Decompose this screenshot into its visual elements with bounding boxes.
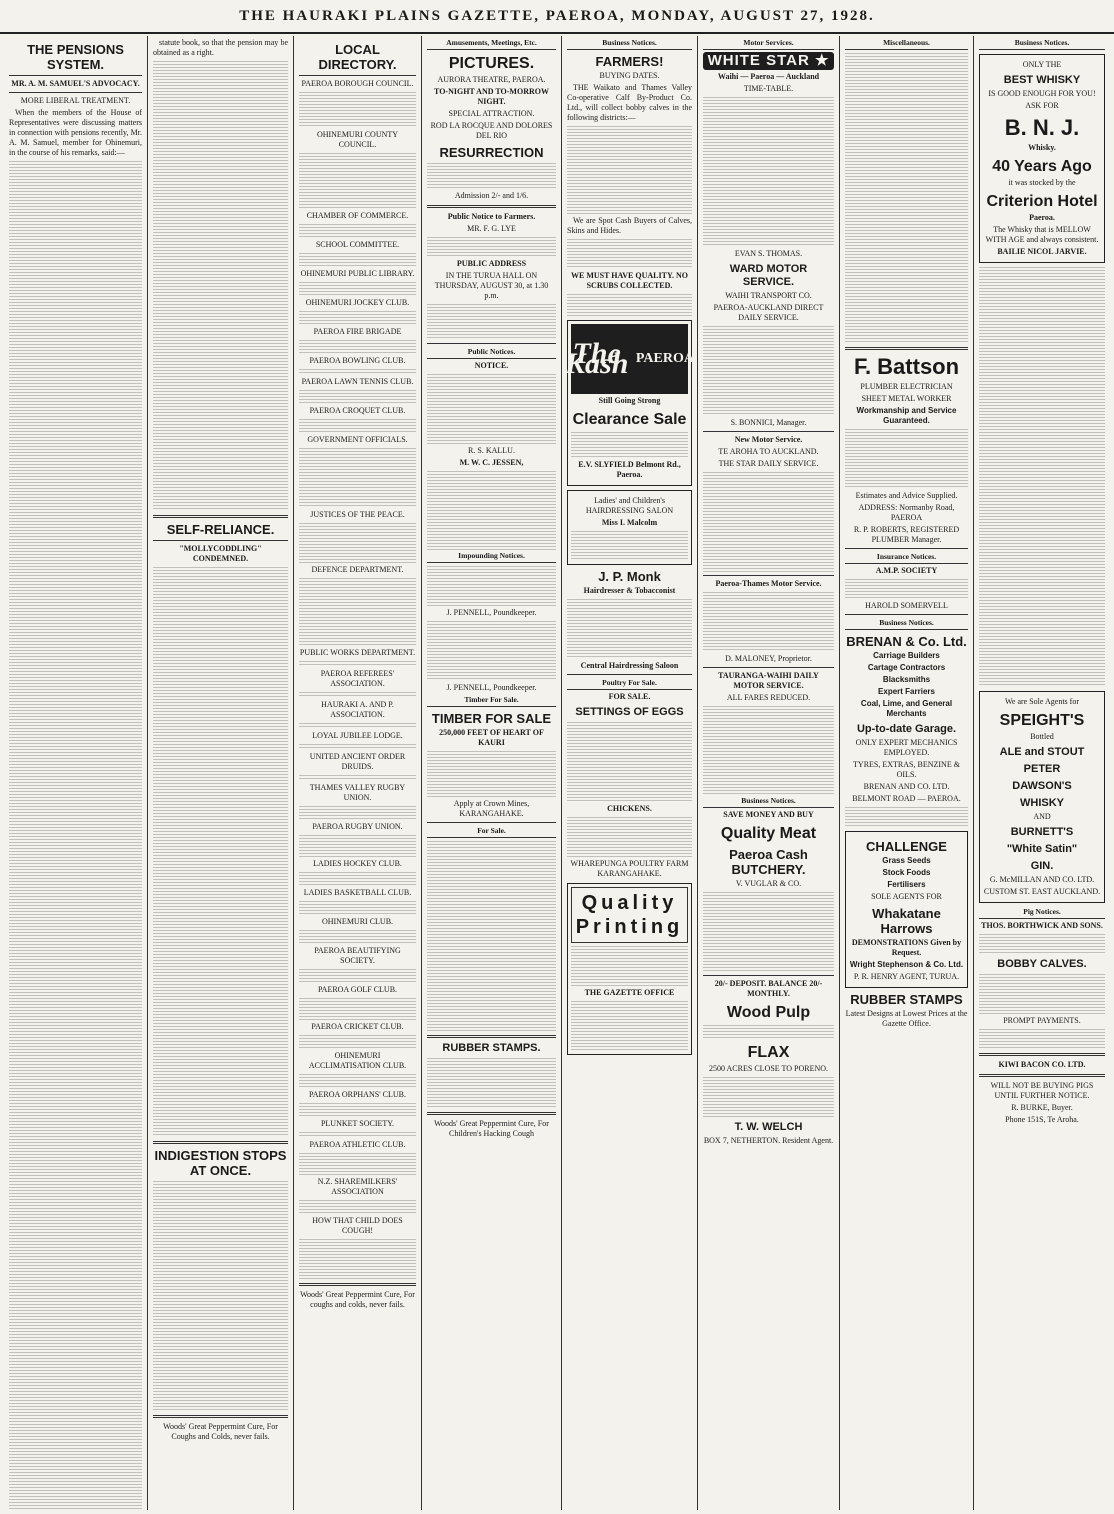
cartage: Cartage Contractors [867, 663, 946, 672]
farmers-heading: FARMERS! [595, 54, 664, 69]
admission-price: Admission 2/- and 1/6. [454, 191, 529, 200]
kauri-feet: 250,000 FEET OF HEART OF KAURI [439, 728, 544, 747]
dir-entry: PAEROA REFEREES' ASSOCIATION. [320, 669, 395, 688]
dir-entry: SCHOOL COMMITTEE. [315, 240, 400, 249]
bnj-advert [979, 54, 1105, 263]
timetable: TIME-TABLE. [743, 84, 794, 93]
still-going: Still Going Strong [598, 396, 661, 405]
special-attraction: SPECIAL ATTRACTION. [448, 109, 535, 118]
pictures-title: PICTURES. [448, 55, 535, 72]
somervell: HAROLD SOMERVELL [865, 601, 948, 610]
salon-title: Ladies' and Children's HAIRDRESSING SALON [585, 496, 674, 515]
dir-entry: OHINEMURI JOCKEY CLUB. [305, 298, 410, 307]
column-5 [562, 36, 698, 1510]
fares-reduced: ALL FARES REDUCED. [726, 693, 811, 702]
salon-advert [567, 490, 692, 565]
masthead: THE HAURAKI PLAINS GAZETTE, PAEROA, MONDAY, AUGUST 27, 1928. [0, 0, 1114, 34]
borthwick: THOS. BORTHWICK AND SONS. [981, 921, 1103, 930]
challenge: CHALLENGE [866, 839, 947, 854]
jessen-name: M. W. C. JESSEN, [459, 458, 524, 467]
dir-entry: N.Z. SHAREMILKERS' ASSOCIATION [317, 1177, 398, 1196]
te-aroha: TE AROHA TO AUCKLAND. [718, 447, 819, 456]
slyfield: E.V. SLYFIELD Belmont Rd., Paeroa. [578, 460, 681, 479]
speaker-name: MR. F. G. LYE [467, 224, 516, 233]
section-label: Public Notices. [427, 347, 556, 359]
dir-entry: JUSTICES OF THE PEACE. [310, 510, 405, 519]
bailie: BAILIE NICOL JARVIE. [997, 247, 1087, 256]
dir-entry: THAMES VALLEY RUGBY UNION. [309, 783, 406, 802]
column-3 [294, 36, 422, 1510]
whakatane: Whakatane Harrows [872, 906, 941, 936]
dir-entry: PAEROA BEAUTIFYING SOCIETY. [314, 946, 401, 965]
dir-entry: PAEROA CROQUET CLUB. [309, 406, 406, 415]
headline-self-reliance: SELF-RELIANCE. [166, 522, 275, 537]
chickens: CHICKENS. [607, 804, 652, 813]
section-label: Business Notices. [703, 796, 834, 808]
latest-designs: Latest Designs at Lowest Prices at the Gazette Office. [845, 1009, 968, 1028]
and: AND [1033, 812, 1051, 821]
new-motor: New Motor Service. [734, 435, 803, 444]
section-label: For Sale. [427, 826, 556, 838]
central-saloon: Central Hairdressing Saloon [580, 661, 679, 670]
subhead-liberal: MORE LIBERAL TREATMENT. [20, 96, 131, 105]
dir-entry: PUBLIC WORKS DEPARTMENT. [299, 648, 416, 657]
roberts: R. P. ROBERTS, REGISTERED PLUMBER Manager. [853, 525, 960, 544]
sole-agents: We are Sole Agents for [1005, 697, 1079, 706]
mechanics: ONLY EXPERT MECHANICS EMPLOYED. [855, 738, 958, 757]
dir-entry: LOYAL JUBILEE LODGE. [312, 731, 403, 740]
ask-for: ASK FOR [1025, 101, 1059, 110]
advert-peppermint: Woods' Great Peppermint Cure, For coughs and colds, never fails. [300, 1290, 415, 1309]
estimates: Estimates and Advice Supplied. [855, 491, 958, 500]
sole-agents: SOLE AGENTS FOR [871, 892, 942, 901]
brenan-name: BRENAN & Co. Ltd. [846, 634, 967, 649]
battson-address: ADDRESS: Normanby Road, PAEROA [858, 503, 955, 522]
flax: FLAX [747, 1044, 790, 1061]
headline-indigestion: INDIGESTION STOPS AT ONCE. [154, 1148, 287, 1178]
carriage: Carriage Builders [873, 651, 940, 660]
section-label: Pig Notices. [979, 907, 1105, 919]
notice-signature: R. S. KALLU. [468, 446, 515, 455]
article-continued: statute book, so that the pension may be obtained as a right. [153, 38, 288, 57]
column-7 [840, 36, 974, 1510]
forty-years: 40 Years Ago [992, 158, 1092, 175]
column-8 [974, 36, 1110, 1510]
save-money: SAVE MONEY AND BUY [723, 810, 814, 819]
address-venue: IN THE TURUA HALL ON THURSDAY, AUGUST 30, at 1.30 p.m. [434, 271, 549, 300]
dir-entry: PAEROA LAWN TENNIS CLUB. [301, 377, 414, 386]
spot-cash: We are Spot Cash Buyers of Calves, Skins and Hides. [567, 216, 692, 235]
star-daily: THE STAR DAILY SERVICE. [718, 459, 819, 468]
film-stars: ROD LA ROCQUE AND DOLORES DEL RIO [430, 121, 553, 140]
belmont: BELMONT ROAD — PAEROA. [852, 794, 961, 803]
cash-butchery: Paeroa Cash BUTCHERY. [729, 847, 808, 877]
workmanship: Workmanship and Service Guaranteed. [856, 406, 957, 425]
waikato-notice: THE Waikato and Thames Valley Co-operative Calf By-Product Co. Ltd., will collect bobby calves in the following districts:— [567, 83, 692, 122]
dir-entry: CHAMBER OF COMMERCE. [306, 211, 409, 220]
theatre-name: AURORA THEATRE, PAEROA. [437, 75, 546, 84]
plumber: PLUMBER ELECTRICIAN [860, 382, 953, 391]
amp-society: A.M.P. SOCIETY [875, 566, 938, 575]
section-label: Motor Services. [703, 38, 834, 50]
speights-advert [979, 691, 1105, 903]
dir-entry: PAEROA GOLF CLUB. [317, 985, 398, 994]
monk-name: J. P. Monk [598, 569, 661, 584]
dir-entry: UNITED ANCIENT ORDER DRUIDS. [309, 752, 406, 771]
white-star-banner: WHITE STAR ★ [703, 52, 834, 70]
whisky-label: Whisky. [1028, 143, 1056, 152]
dir-entry: HAURAKI A. AND P. ASSOCIATION. [321, 700, 394, 719]
quality-notice: WE MUST HAVE QUALITY. NO SCRUBS COLLECTED. [571, 271, 688, 290]
section-label: Amusements, Meetings, Etc. [427, 38, 556, 50]
local-directory-title: LOCAL DIRECTORY. [318, 42, 397, 72]
white-satin: "White Satin" [1006, 843, 1078, 855]
route: Waihi — Paeroa — Auckland [717, 72, 820, 81]
criterion-hotel: Criterion Hotel [986, 193, 1098, 210]
gin: GIN. [1030, 860, 1054, 872]
stock-foods: Stock Foods [882, 868, 931, 877]
dir-entry: PLUNKET SOCIETY. [320, 1119, 395, 1128]
dir-entry: PAEROA BOROUGH COUNCIL. [301, 79, 414, 88]
rubber-stamps: RUBBER STAMPS [850, 992, 963, 1007]
section-label: Business Notices. [979, 38, 1105, 50]
section-label: Insurance Notices. [845, 552, 968, 564]
section-label: Business Notices. [567, 38, 692, 50]
ale-stout: ALE and STOUT [999, 746, 1085, 758]
henry: P. R. HENRY AGENT, TURUA. [853, 972, 960, 981]
farriers: Expert Farriers [878, 687, 935, 696]
advert-peppermint: Woods' Great Peppermint Cure, For Coughs and Colds, never fails. [163, 1422, 278, 1441]
subhead-samuel: MR. A. M. SAMUEL'S ADVOCACY. [11, 79, 140, 88]
showing-dates: TO-NIGHT AND TO-MORROW NIGHT. [434, 87, 549, 106]
bnj: B. N. J. [1004, 115, 1080, 140]
netherton: BOX 7, NETHERTON. Resident Agent. [703, 1136, 834, 1145]
blacksmiths: Blacksmiths [882, 675, 931, 684]
quality-meat: Quality Meat [720, 825, 817, 842]
waihi-transport: WAIHI TRANSPORT CO. [725, 291, 812, 300]
coal: Coal, Lime, and General Merchants [860, 699, 953, 718]
tauranga-waihi: TAURANGA-WAIHI DAILY MOTOR SERVICE. [718, 671, 819, 690]
kiwi-bacon: KIWI BACON CO. LTD. [998, 1060, 1086, 1069]
section-label: Timber For Sale. [427, 695, 556, 707]
bonnici: S. BONNICI, Manager. [730, 418, 807, 427]
buying-dates: BUYING DATES. [599, 71, 660, 80]
dir-entry: DEFENCE DEPARTMENT. [311, 565, 404, 574]
star-icon: ★ [814, 52, 830, 69]
dir-entry: GOVERNMENT OFFICIALS. [307, 435, 408, 444]
rubber-stamps: RUBBER STAMPS. [442, 1042, 541, 1054]
dir-entry: OHINEMURI CLUB. [321, 917, 394, 926]
gazette-office: THE GAZETTE OFFICE [584, 988, 675, 997]
advert-peppermint: Woods' Great Peppermint Cure, For Children's Hacking Cough [434, 1119, 549, 1138]
film-title: RESURRECTION [439, 145, 544, 160]
printing-advert [567, 883, 692, 1055]
article-body-text [9, 161, 142, 1510]
tyres: TYRES, EXTRAS, BENZINE & OILS. [853, 760, 960, 779]
burnetts: BURNETT'S [1010, 826, 1074, 838]
custom-st: CUSTOM ST. EAST AUCKLAND. [983, 887, 1101, 896]
dir-entry: PAEROA BOWLING CLUB. [309, 356, 406, 365]
headline-pensions: THE PENSIONS SYSTEM. [27, 42, 124, 72]
column-2 [148, 36, 294, 1510]
section-label: Miscellaneous. [845, 38, 968, 50]
quality-printing: Quality Printing [571, 887, 688, 943]
speights: SPEIGHT'S [999, 712, 1085, 729]
dir-entry: LADIES BASKETBALL CLUB. [303, 888, 412, 897]
kash-banner: The Kash PAEROA [571, 324, 688, 394]
bobby-calves: BOBBY CALVES. [997, 958, 1087, 970]
dir-entry: OHINEMURI PUBLIC LIBRARY. [300, 269, 415, 278]
malcolm-name: Miss I. Malcolm [601, 518, 658, 527]
dir-entry: PAEROA RUGBY UNION. [312, 822, 403, 831]
dir-entry: PAEROA FIRE BRIGADE [313, 327, 402, 336]
garage: Up-to-date Garage. [856, 723, 956, 735]
dir-entry: PAEROA ORPHANS' CLUB. [309, 1090, 406, 1099]
vuglar: V. VUGLAR & CO. [735, 879, 802, 888]
notice-farmers-title: Public Notice to Farmers. [447, 212, 536, 221]
dir-entry: PAEROA ATHLETIC CLUB. [309, 1140, 406, 1149]
good-enough: IS GOOD ENOUGH FOR YOU! [988, 89, 1096, 98]
paeroa-thames: Paeroa-Thames Motor Service. [715, 579, 822, 588]
column-4 [422, 36, 562, 1510]
fertilisers: Fertilisers [887, 880, 926, 889]
for-sale: FOR SALE. [608, 692, 651, 701]
column-6 [698, 36, 840, 1510]
section-label: Poultry For Sale. [567, 678, 692, 690]
wood-pulp: Wood Pulp [726, 1004, 811, 1021]
deposit: 20/- DEPOSIT. BALANCE 20/- MONTHLY. [714, 979, 823, 998]
maloney: D. MALONEY, Proprietor. [725, 654, 812, 663]
monk-trade: Hairdresser & Tobacconist [583, 586, 676, 595]
article-intro: When the members of the House of Representatives were discussing matters in connection with pensions recently, Mr. A. M. Samuel, member for Ohinemuri, in the course of his remarks, said:— [9, 108, 142, 157]
grass-seeds: Grass Seeds [882, 856, 931, 865]
wharepunga: WHAREPUNGA POULTRY FARM KARANGAHAKE. [570, 859, 689, 878]
bottled: Bottled [1030, 732, 1054, 741]
pig-notice: WILL NOT BE BUYING PIGS UNTIL FURTHER NOTICE. [990, 1081, 1094, 1100]
mellow: The Whisky that is MELLOW WITH AGE and always consistent. [985, 225, 1099, 244]
article-body-text [153, 61, 288, 511]
settings-of-eggs: SETTINGS OF EGGS [575, 706, 684, 718]
evan-thomas: EVAN S. THOMAS. [734, 249, 803, 258]
notice-title: NOTICE. [474, 361, 509, 370]
stocked: it was stocked by the [1008, 178, 1076, 187]
dir-entry: LADIES HOCKEY CLUB. [313, 859, 402, 868]
demonstrations: DEMONSTRATIONS Given by Request. [851, 938, 962, 957]
acres: 2500 ACRES CLOSE TO PORENO. [708, 1064, 829, 1073]
dir-entry: PAEROA CRICKET CLUB. [311, 1022, 404, 1031]
brenan-ltd: BRENAN AND CO. LTD. [863, 782, 950, 791]
dir-entry: OHINEMURI ACCLIMATISATION CLUB. [308, 1051, 407, 1070]
clearance-sale: Clearance Sale [572, 411, 687, 428]
battson-name: F. Battson [853, 354, 960, 379]
challenge-advert [845, 831, 968, 988]
page-columns [4, 36, 1110, 1510]
dir-entry: OHINEMURI COUNTY COUNCIL. [316, 130, 399, 149]
best-whisky: BEST WHISKY [1003, 74, 1081, 86]
paeroa: Paeroa. [1029, 213, 1055, 222]
sheet-metal: SHEET METAL WORKER [861, 394, 952, 403]
dir-entry: HOW THAT CHILD DOES COUGH! [312, 1216, 403, 1235]
poundkeeper: J. PENNELL, Poundkeeper. [446, 608, 537, 617]
crown-mines: Apply at Crown Mines, KARANGAHAKE. [453, 799, 530, 818]
section-label: Business Notices. [845, 618, 968, 630]
mcmillan: G. McMILLAN AND CO. LTD. [989, 875, 1095, 884]
only-the: ONLY THE [1022, 60, 1062, 69]
phone: Phone 151S, Te Aroha. [1005, 1115, 1079, 1124]
section-label: Impounding Notices. [427, 551, 556, 563]
wright: Wright Stephenson & Co. Ltd. [849, 960, 964, 969]
peter: PETER [1023, 763, 1061, 775]
article-body-text [153, 567, 288, 1137]
poundkeeper: J. PENNELL, Poundkeeper. [446, 683, 537, 692]
subhead-mollycoddling: "MOLLYCODDLING" CONDEMNED. [179, 544, 262, 563]
whisky: WHISKY [1020, 797, 1064, 809]
timber-for-sale: TIMBER FOR SALE [431, 711, 552, 726]
dawsons: DAWSON'S [1012, 780, 1072, 792]
welch: T. W. WELCH [734, 1121, 803, 1133]
ward-motor: WARD MOTOR SERVICE. [729, 263, 808, 288]
public-address: PUBLIC ADDRESS [456, 259, 527, 268]
prompt-payments: PROMPT PAYMENTS. [1003, 1016, 1081, 1025]
article-body-text [153, 1181, 288, 1411]
direct-service: PAEROA-AUCKLAND DIRECT DAILY SERVICE. [713, 303, 824, 322]
column-1 [4, 36, 148, 1510]
kash-advert [567, 320, 692, 486]
burke: R. BURKE, Buyer. [1011, 1103, 1073, 1112]
